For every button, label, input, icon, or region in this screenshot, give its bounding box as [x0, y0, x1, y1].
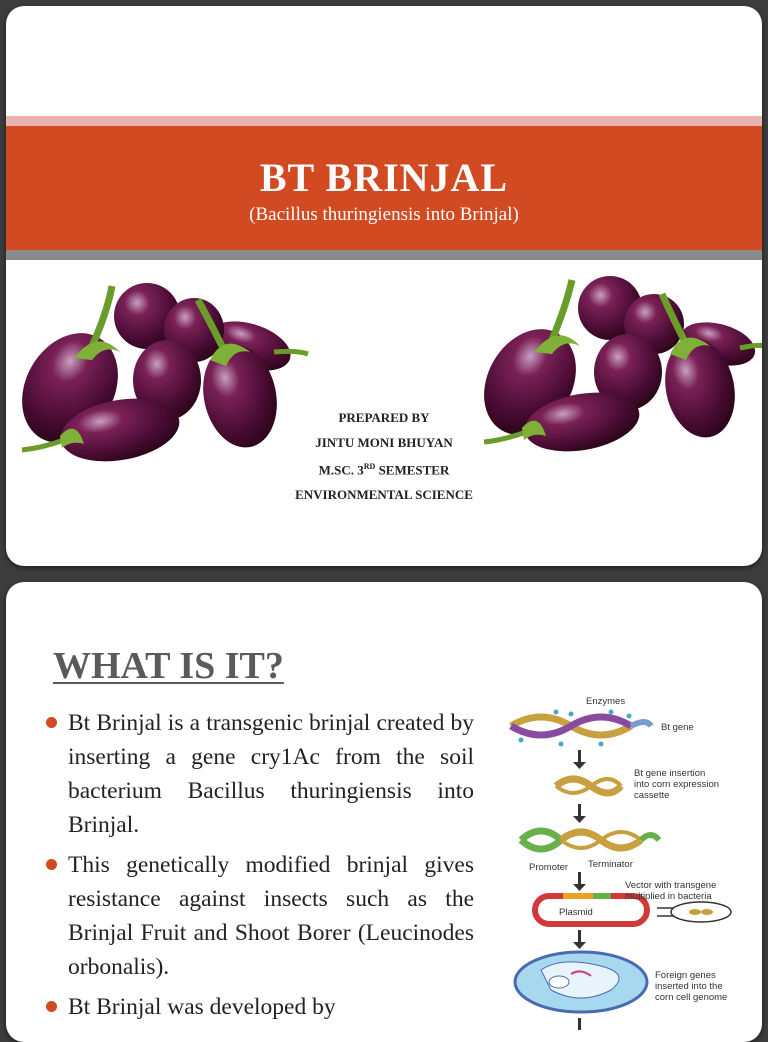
- foreign-genes-label-1: Foreign genes: [655, 970, 716, 981]
- bullet-list: [42, 706, 474, 1030]
- section-heading: WHAT IS IT?: [53, 645, 284, 687]
- course-line: [236, 455, 532, 483]
- list-item: [42, 990, 474, 1024]
- course-superscript: RD: [363, 462, 376, 471]
- department-name: ENVIRONMENTAL SCIENCE: [295, 486, 473, 502]
- bt-gene-label: Bt gene: [661, 722, 694, 733]
- bullet-dot-icon: [46, 859, 57, 870]
- plasmid-label: Plasmid: [559, 907, 593, 918]
- title-slide: [6, 6, 762, 566]
- bullet-dot-icon: [46, 1001, 57, 1012]
- insertion-label-3: cassette: [634, 790, 670, 801]
- vector-label-2: multiplied in bacteria: [625, 891, 712, 902]
- banner-top-stripe: [6, 116, 762, 126]
- list-item: [42, 706, 474, 842]
- bullet-text: Bt Brinjal is a transgenic brinjal created by inserting a gene cry1Ac from the soil bacterium Bacillus thuringiensis into Brinjal.: [68, 710, 474, 838]
- author-credits: [236, 406, 532, 507]
- course-suffix: SEMESTER: [375, 462, 450, 478]
- enzymes-label: Enzymes: [586, 696, 626, 707]
- gene-transfer-diagram: [501, 690, 761, 1042]
- dna-helix-icon: [556, 779, 621, 793]
- dna-helix-icon: [521, 831, 659, 849]
- course-prefix: M.SC. 3: [318, 462, 364, 478]
- banner-bottom-stripe: [6, 250, 762, 260]
- content-slide: [6, 582, 762, 1042]
- insertion-label-2: into corn expression: [634, 779, 720, 790]
- foreign-genes-label-2: inserted into the: [655, 981, 723, 992]
- dna-helix-icon: [511, 717, 651, 735]
- corn-cell-icon: [515, 952, 647, 1012]
- author-name: JINTU MONI BHUYAN: [315, 434, 453, 450]
- prepared-by-label: PREPARED BY: [338, 410, 430, 425]
- vector-label-1: Vector with transgene: [625, 880, 717, 891]
- bullet-text: This genetically modified brinjal gives resistance against insects such as the Brinjal Fruit and Shoot Borer (Leucinodes orbonalis).: [68, 852, 474, 980]
- title-banner: [6, 126, 762, 250]
- slide-subtitle: (Bacillus thuringiensis into Brinjal): [249, 204, 519, 225]
- foreign-genes-label-3: corn cell genome: [655, 992, 728, 1003]
- bullet-text: Bt Brinjal was developed by: [68, 994, 336, 1020]
- terminator-label: Terminator: [588, 859, 633, 870]
- insertion-label-1: Bt gene insertion: [634, 768, 706, 779]
- slide-title: BT BRINJAL: [259, 155, 509, 200]
- bullet-dot-icon: [46, 717, 57, 728]
- promoter-label: Promoter: [529, 862, 569, 873]
- list-item: [42, 848, 474, 984]
